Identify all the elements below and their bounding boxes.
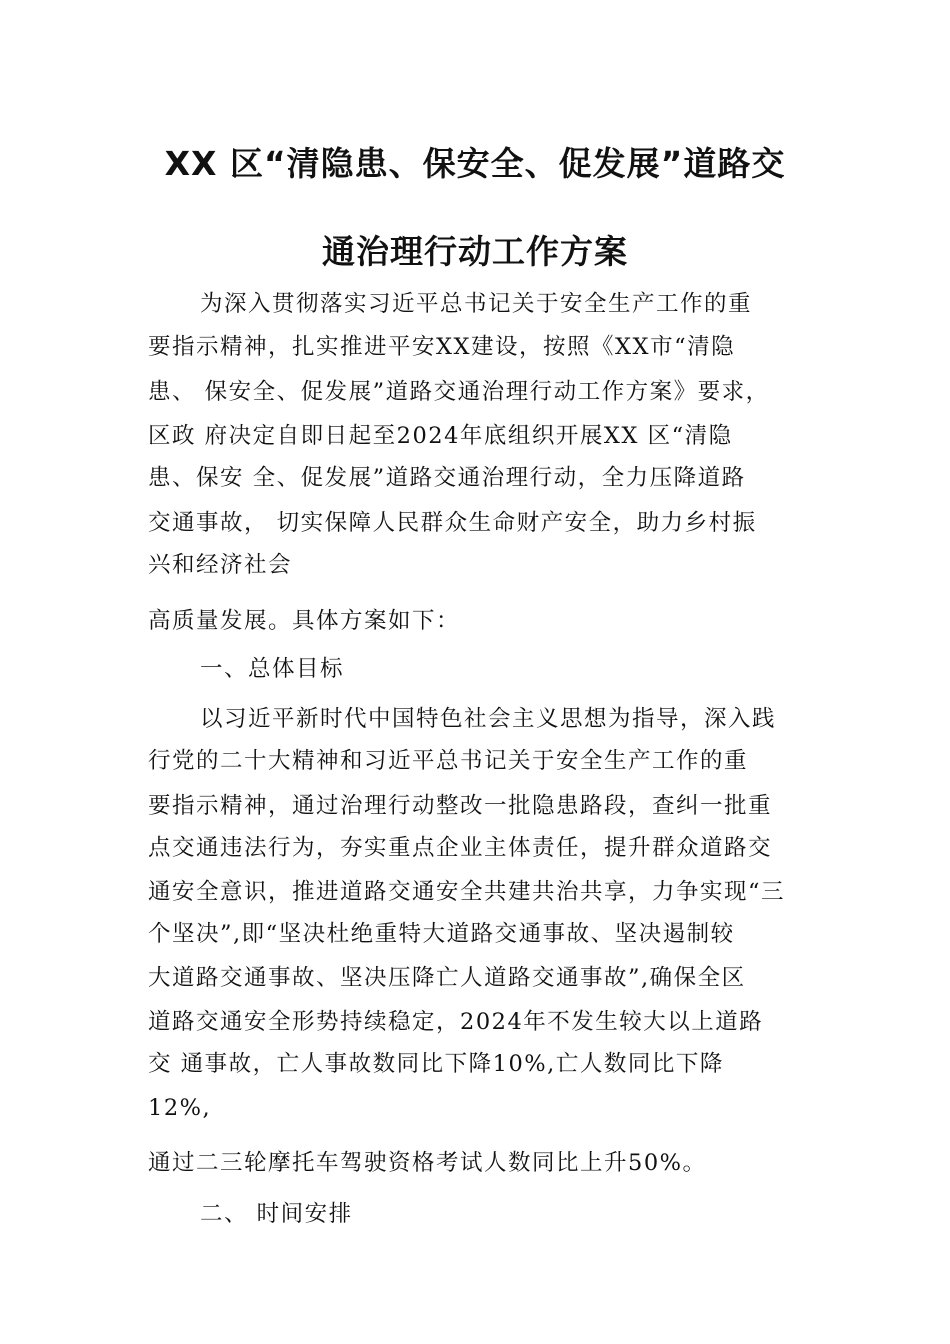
- intro-paragraph-line: 区政 府决定自即日起至2024年底组织开展XX 区“清隐: [148, 423, 733, 449]
- intro-paragraph-line: 兴和经济社会: [148, 552, 293, 578]
- intro-paragraph-line: 高质量发展。具体方案如下：: [148, 608, 461, 634]
- document-title-line-1: XX 区“清隐患、保安全、促发展”道路交: [164, 144, 786, 183]
- intro-paragraph-line: 为深入贯彻落实习近平总书记关于安全生产工作的重: [200, 291, 753, 317]
- intro-paragraph-line: 交通事故， 切实保障人民群众生命财产安全，助力乡村振: [148, 510, 757, 536]
- intro-paragraph-line: 患、 保安全、促发展”道路交通治理行动工作方案》要求，: [148, 379, 770, 405]
- goals-paragraph-line: 通安全意识，推进道路交通安全共建共治共享，力争实现“三: [148, 879, 786, 905]
- goals-paragraph-line: 交 通事故，亡人事故数同比下降10%,亡人数同比下降: [148, 1051, 724, 1077]
- goals-paragraph-line: 道路交通安全形势持续稳定，2024年不发生较大以上道路: [148, 1009, 764, 1035]
- intro-paragraph-line: 要指示精神，扎实推进平安XX建设，按照《XX市“清隐: [148, 334, 736, 360]
- intro-paragraph-line: 患、保安 全、促发展”道路交通治理行动，全力压降道路: [148, 465, 746, 491]
- goals-paragraph-line: 点交通违法行为，夯实重点企业主体责任，提升群众道路交: [148, 835, 773, 861]
- goals-paragraph-line: 12%,: [148, 1095, 212, 1121]
- goals-paragraph-line: 通过二三轮摩托车驾驶资格考试人数同比上升50%。: [148, 1150, 707, 1176]
- goals-paragraph-line: 以习近平新时代中国特色社会主义思想为指导，深入践: [200, 706, 777, 732]
- section-heading-schedule: 二、 时间安排: [200, 1201, 353, 1227]
- goals-paragraph-line: 个坚决”,即“坚决杜绝重特大道路交通事故、坚决遏制较: [148, 921, 735, 947]
- section-heading-goals: 一、总体目标: [200, 656, 345, 682]
- document-title-line-2: 通治理行动工作方案: [322, 232, 628, 271]
- goals-paragraph-line: 行党的二十大精神和习近平总书记关于安全生产工作的重: [148, 748, 749, 774]
- goals-paragraph-line: 要指示精神，通过治理行动整改一批隐患路段，查纠一批重: [148, 793, 773, 819]
- goals-paragraph-line: 大道路交通事故、坚决压降亡人道路交通事故”,确保全区: [148, 965, 746, 991]
